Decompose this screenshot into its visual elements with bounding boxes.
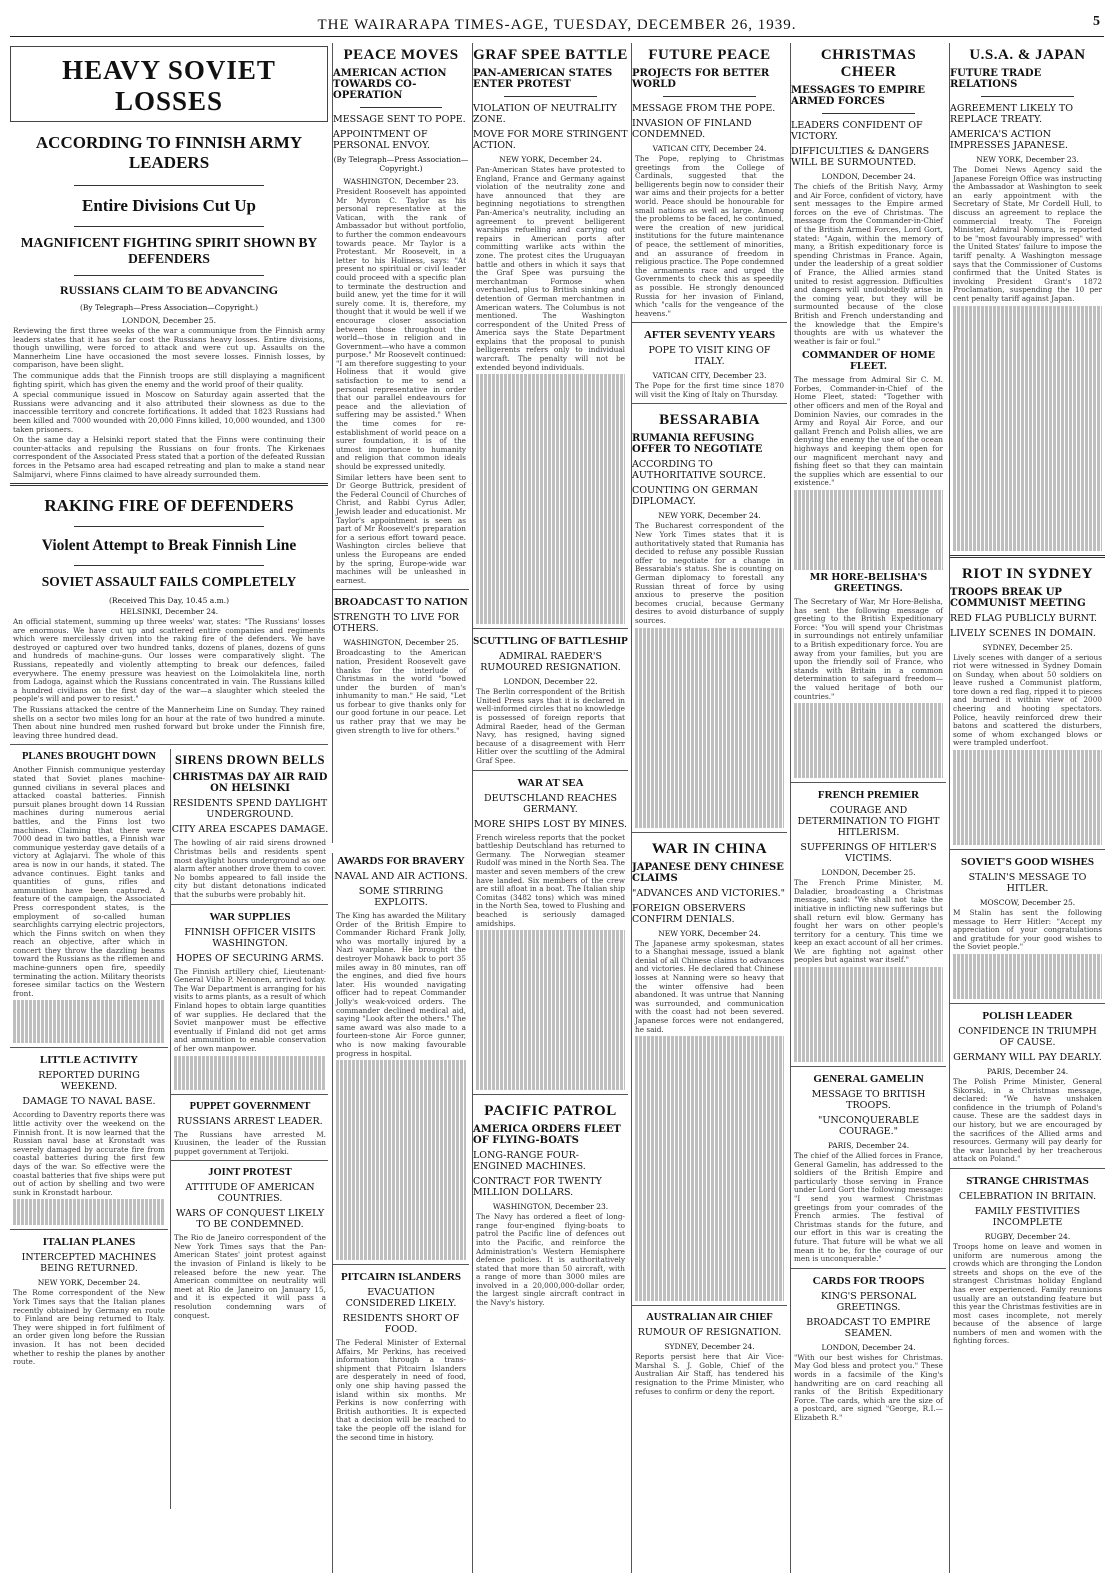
- subhead: PAN-AMERICAN STATES ENTER PROTEST: [473, 68, 613, 90]
- divider: [74, 226, 265, 227]
- article-paragraph: The French Prime Minister, M. Daladier, broadcasting a Christmas message, said: "We shall not take the initiative in inflicting new sufferings but shall return evil blow. Germany has fought her wars on other people's territory for a century. This time we keep an exact account of all her crimes. We are fighting not against other peoples but against war itself.": [794, 878, 943, 965]
- dateline: WASHINGTON, December 23.: [343, 177, 459, 186]
- subhead: AMERICAN ACTION TOWARDS CO-OPERATION: [333, 68, 447, 101]
- subhead: STALIN'S MESSAGE TO HITLER.: [968, 872, 1087, 895]
- headline-war-at-sea: WAR AT SEA: [517, 776, 584, 789]
- subhead: CELEBRATION IN BRITAIN.: [958, 1190, 1097, 1202]
- subhead: STRENGTH TO LIVE FOR OTHERS.: [333, 612, 460, 635]
- subhead: AMERICA ORDERS FLEET OF FLYING-BOATS: [473, 1124, 621, 1147]
- subhead: RESIDENTS SPEND DAYLIGHT UNDERGROUND.: [172, 798, 328, 821]
- dateline: LONDON, December 24.: [821, 172, 916, 181]
- subhead: LONG-RANGE FOUR-ENGINED MACHINES.: [473, 1150, 586, 1173]
- subhead: RED FLAG PUBLICLY BURNT.: [950, 612, 1098, 624]
- subhead: RUSSIANS ARREST LEADER.: [177, 1115, 323, 1127]
- dateline: SYDNEY, December 25.: [982, 642, 1073, 652]
- subhead: GERMANY WILL PAY DEARLY.: [953, 1052, 1102, 1063]
- subhead: TROOPS BREAK UP COMMUNIST MEETING: [950, 586, 1086, 609]
- dateline: LONDON, December 22.: [503, 677, 598, 687]
- headline-soviet-assault: SOVIET ASSAULT FAILS COMPLETELY: [41, 574, 297, 590]
- article-text-continued: [953, 750, 1102, 845]
- subcolumn-planes: [10, 749, 168, 1509]
- divider: [950, 849, 1105, 850]
- dateline: VATICAN CITY, December 24.: [652, 144, 767, 153]
- subhead: SOME STIRRING EXPLOITS.: [358, 886, 444, 908]
- subhead: LEADERS CONFIDENT OF VICTORY.: [791, 120, 923, 142]
- subhead: MESSAGES TO EMPIRE ARMED FORCES: [791, 85, 925, 107]
- subhead: APPOINTMENT OF PERSONAL ENVOY.: [333, 129, 431, 151]
- divider: [791, 1066, 946, 1067]
- divider: [74, 526, 265, 527]
- subhead: FAMILY FESTIVITIES INCOMPLETE: [974, 1205, 1081, 1228]
- dateline: WASHINGTON, December 23.: [492, 1202, 609, 1212]
- received-note: (Received This Day, 10.45 a.m.): [109, 596, 229, 606]
- article-paragraph: The King has awarded the Military Order of the British Empire to Commander Richard Frank Jolly, who was mortally injured by a Nazi warplane. He brought the destroyer Mohawk back to port 35 miles away in 80 minutes, ran off the engines, and died five hours later. His wounded navigating officer had to repeat Commander Jolly's weak-voiced orders. The commander declined medical aid, saying "Look after the others." The same award was also made to a fourteen-stone Air Force gunner, who is now making favourable progress in hospital.: [336, 911, 466, 1058]
- headline-joint-protest: JOINT PROTEST: [208, 1167, 292, 1179]
- subhead: CONTRACT FOR TWENTY MILLION DOLLARS.: [473, 1176, 602, 1199]
- divider: [10, 1229, 168, 1230]
- subhead: "ADVANCES AND VICTORIES.": [632, 887, 786, 899]
- article-paragraph: The communique adds that the Finnish troops are still displaying a magnificent fighting spirit, which has given the enemy and the world proof of their quality.: [13, 370, 325, 389]
- divider: [171, 904, 328, 905]
- headline-graf-spee-battle: GRAF SPEE BATTLE: [473, 47, 628, 63]
- headline-puppet-government: PUPPET GOVERNMENT: [189, 1100, 311, 1112]
- article-paragraph: The Bucharest correspondent of the New York Times states that it is authoritatively stated that Rumania has decided to refuse any possible Russian offer to negotiate for a change in Bessarabia's status. She is counting on German diplomacy to forestall any Russian threat of force by using anxious to preserve the position becomes crucial, because Germany desires to avoid disturbance of supply sources.: [635, 521, 784, 625]
- article-paragraph: The chiefs of the British Navy, Army and Air Force, confident of victory, have sent messages to the Empire armed forces on the eve of Christmas. The message from the Commander-in-Chief of the British Armed Forces, Lord Gort, stated: "Again, within the memory of many, a British expeditionary force is spending Christmas in France. Again, under the leadership of a great soldier of France, the Allied armies stand united to resist aggression. Difficulties and dangers will undoubtedly arise in the coming year, but they will be surmounted because of the close British and French understanding and the knowledge that the Empire's thoughts are with us whatever the weather is fair or foul.": [794, 182, 943, 346]
- dateline: NEW YORK, December 24.: [658, 928, 761, 938]
- byline: (By Telegraph—Press Association—Copyright.): [79, 303, 259, 312]
- byline: (By Telegraph—Press Association—Copyright.): [333, 155, 469, 173]
- divider: [171, 1160, 328, 1161]
- headline-usa-japan: U.S.A. & JAPAN: [969, 47, 1086, 63]
- article-text-continued: [635, 628, 784, 828]
- headline-entire-divisions: Entire Divisions Cut Up: [82, 196, 256, 215]
- headline-riot-in-sydney: RIOT IN SYDNEY: [962, 565, 1093, 582]
- dateline: LONDON, December 24.: [821, 1342, 916, 1352]
- article-paragraph: Another Finnish communique yesterday stated that Soviet planes machine-gunned civilians in several places and attacked coastal batteries. Finnish pursuit planes brought down 14 Russian machines during numerous aerial battles, and the Finns lost two machines. Claiming that there were 7000 dead in two battles, a Finnish war communique yesterday gave details of a victory at Aglajarvi. The whole of this area is now in our hands, it stated. The advance continues. Eight tanks and quantities of guns, rifles and ammunition have been captured. A feature of the campaign, the Associated Press correspondent states, is the employment of so-called human searchlights carrying electric projectors, which the Finns switch on when they reach an objective, after which in concert they throw the dazzling beams toward the Russians as the riflemen and machine-gunners open fire, speedily terminating the action. Military theorists foresee similar tactics on the Western front.: [13, 765, 165, 998]
- headline-awards-for-bravery: AWARDS FOR BRAVERY: [337, 855, 465, 867]
- dateline: LONDON, December 25.: [121, 316, 217, 325]
- column-future-peace: [631, 43, 787, 1573]
- dateline: RUGBY, December 24.: [984, 1231, 1071, 1241]
- article-paragraph: French wireless reports that the pocket battleship Deutschland has returned to Germany. The Norwegian steamer Rudolf was mined in the North Sea. The master and seven members of the crew have landed. Six members of the crew are still afloat in a boat. The Italian ship Comitas (3482 tons) which was mined in the North Sea, towed to Flushing and beached is seriously damaged amidships.: [476, 832, 625, 928]
- headline-sirens-drown-bells: SIRENS DROWN BELLS: [174, 753, 325, 768]
- divider: [822, 113, 915, 114]
- divider: [473, 1094, 628, 1095]
- article-paragraph: The howling of air raid sirens drowned Christmas bells and residents spent most daylight hours underground as one alarm after another drove them to cover. No bombs appeared to fall inside the city but distant detonations indicated that the suburbs were probably hit.: [174, 838, 326, 899]
- article-paragraph: According to Daventry reports there was little activity over the weekend on the Finnish front. It is now learned that the Russian naval base at Kronstadt was severely damaged by accurate fire from coastal batteries during the first few days of the war. So effective were the coastal batteries that five ships were put out of action by shelling and two were sunk in Kronstadt harbour.: [13, 1110, 165, 1197]
- article-paragraph: The Navy has ordered a fleet of long-range four-engined flying-boats to patrol the Pacific line of defences out into the Pacific, and reinforce the Administration's Western Hemisphere defence policies. It is authoritatively stated that more than 50 aircraft, with a range of more than 3000 miles are involved in a 20,000,000-dollar order, the largest single aircraft contract in the Navy's history.: [476, 1212, 625, 1308]
- subhead: FINNISH OFFICER VISITS WASHINGTON.: [184, 926, 316, 949]
- dateline: NEW YORK, December 24.: [37, 1278, 141, 1288]
- subhead: REPORTED DURING WEEKEND.: [38, 1070, 140, 1093]
- divider: [632, 403, 787, 404]
- subhead: DEUTSCHLAND REACHES GERMANY.: [483, 792, 618, 815]
- article-text-continued: [13, 1000, 165, 1043]
- divider: [74, 275, 265, 276]
- subhead: CHRISTMAS DAY AIR RAID ON HELSINKI: [172, 772, 328, 795]
- article-text-continued: [794, 490, 943, 570]
- subhead: "UNCONQUERABLE COURAGE.": [817, 1115, 920, 1138]
- column-peace-moves: [332, 43, 469, 843]
- article-text-continued: [174, 1056, 326, 1090]
- page-number: 5: [1093, 14, 1100, 29]
- article-paragraph: The Federal Minister of External Affairs, Mr Perkins, has received information through a trans-shipment that Pitcairn Islanders are desperately in need of food, only one ship having passed the island within six months. Mr Perkins is now conferring with British authorities. It is expected that a decision will be reached to take the people off the island for the second time in history.: [336, 1338, 466, 1442]
- banner-headline: HEAVY SOVIET LOSSES: [62, 55, 276, 116]
- subhead: RUMANIA REFUSING OFFER TO NEGOTIATE: [632, 433, 763, 456]
- article-paragraph: "With our best wishes for Christmas. May God bless and protect you." These words in a facsimile of the King's handwriting are on card reaching all ranks of the British Expeditionary Force. The cards, which are the size of a postcard, are signed "George, R.I.—Elizabeth R.": [794, 1352, 943, 1422]
- article-text-continued: [794, 967, 943, 1062]
- article-text-continued: [336, 1060, 466, 1260]
- divider: [632, 322, 787, 323]
- headline-christmas-cheer: CHRISTMAS CHEER: [820, 47, 917, 80]
- subhead: VIOLATION OF NEUTRALITY ZONE.: [473, 103, 617, 125]
- headline-general-gamelin: GENERAL GAMELIN: [813, 1073, 924, 1086]
- article-paragraph: Troops home on leave and women in uniform are numerous among the crowds which are thronging the London streets and shops on the eve of the strangest Christmas holiday England has ever experienced. Family reunions usually are an outstanding feature but this year the Christmas festivities are in most cases incomplete, not merely because of the absence of large numbers of men and women with the fighting forces.: [953, 1241, 1102, 1346]
- article-paragraph: The Pope for the first time since 1870 will visit the King of Italy on Thursday.: [635, 381, 784, 399]
- article-paragraph: Broadcasting to the American nation, President Roosevelt gave thanks for the interlude of Christmas in the world "bowed under the burden of man's inhumanity to man." He said, "Let us forbear to give thanks only for our good fortune in our peace. Let us rather pray that we may be given strength to live for others.": [336, 648, 466, 735]
- subhead: WARS OF CONQUEST LIKELY TO BE CONDEMNED.: [175, 1208, 325, 1231]
- article-paragraph: The Berlin correspondent of the British United Press says that it is declared in well-informed circles that no knowledge is possessed of foreign reports that Admiral Raeder, head of the German Navy, has resigned, having signed because of a disagreement with Herr Hitler over the scuttling of the Admiral Graf Spee.: [476, 687, 625, 765]
- subhead: HOPES OF SECURING ARMS.: [176, 952, 324, 964]
- subhead: ADMIRAL RAEDER'S RUMOURED RESIGNATION.: [480, 651, 621, 674]
- dateline: NEW YORK, December 24.: [499, 155, 602, 164]
- subhead: RUMOUR OF RESIGNATION.: [637, 1327, 782, 1339]
- headline-violent-attempt: Violent Attempt to Break Finnish Line: [41, 537, 297, 555]
- headline-future-peace: FUTURE PEACE: [648, 47, 771, 63]
- divider: [10, 483, 328, 486]
- subhead: EVACUATION CONSIDERED LIKELY.: [345, 1287, 457, 1310]
- divider: [632, 832, 787, 833]
- subhead: POPE TO VISIT KING OF ITALY.: [648, 345, 771, 368]
- subhead: PROJECTS FOR BETTER WORLD: [632, 68, 770, 90]
- article-paragraph: The Japanese army spokesman, states to a Shanghai message, issued a blank denial of all Chinese claims to advances and victories. He declared that Chinese losses at Nanning were so heavy that the winter offensive had been abandoned. It was untrue that Nanning was surrounded, and communication with the coast had not been severed. Japanese forces were not endangered, he said.: [635, 938, 784, 1034]
- dateline: NEW YORK, December 24.: [658, 511, 761, 521]
- article-paragraph: The Russians have arrested M. Kuusinen, the leader of the Russian puppet government at Terijoki.: [174, 1129, 326, 1156]
- headline-russians-claim: RUSSIANS CLAIM TO BE ADVANCING: [59, 283, 279, 297]
- divider: [333, 1264, 469, 1265]
- dateline: SYDNEY, December 24.: [664, 1342, 755, 1352]
- article-text-continued: [476, 374, 625, 624]
- headline-broadcast-to-nation: BROADCAST TO NATION: [334, 596, 468, 609]
- subhead: CONFIDENCE IN TRIUMPH OF CAUSE.: [958, 1026, 1097, 1048]
- article-paragraph: The Domei News Agency said the Japanese Foreign Office was instructing the Ambassador at Washington to seek an early appointment with the Secretary of State, Mr Cordell Hull, to discuss an agreement to replace the commercial treaty. The Foreign Minister, Admiral Nomura, is reported to be "most favourably impressed" with the United States' failure to impose the tariff penalty. A Washington message says that the Commissioner of Customs confirmed that the United States is invoking President Grant's 1872 Proclamation, suspending the 10 per cent penalty tariff against Japan.: [953, 165, 1102, 303]
- article-paragraph: Similar letters have been sent to Dr George Buttrick, president of the Federal Council of Churches of Christ, and Rabbi Cyrus Adler, Jewish leader and educationist. Mr Taylor's appointment is seen as part of Mr Roosevelt's preparation for a serious effort toward peace. Washington circles believe that unless the Europeans are ended by the spring, Europe-wide war machines will be unleashed in earnest.: [336, 472, 466, 585]
- article-paragraph: President Roosevelt has appointed Mr Myron C. Taylor as his personal representative at the Vatican, with the rank of Ambassador but without portfolio, to further the common endeavours towards peace. Mr Taylor is a Protestant. Mr Roosevelt, in a letter to his Holiness, says: "At present no spiritual or civil leader could proceed with a specific plan to terminate the destruction and build anew, yet the time for it will surely come. It is, therefore, my thought that it would be well if we encourage closer association between those throughout the world—those in religion and in Government—who have a common purpose." Mr Roosevelt continued: "I am therefore suggesting to your Holiness that it would give satisfaction to me to send a personal representative in order that our parallel endeavours for peace and the alleviation of suffering may be assisted." When the time comes for re-establishment of world peace on a surer foundation, it is of the utmost importance to humanity and religion that common ideals should be expressed unitedly.: [336, 187, 466, 471]
- subhead: AGREEMENT LIKELY TO REPLACE TREATY.: [950, 103, 1074, 125]
- dateline: HELSINKI, December 24.: [119, 607, 219, 617]
- subhead: CITY AREA ESCAPES DAMAGE.: [171, 824, 328, 836]
- article-paragraph: The chief of the Allied forces in France, General Gamelin, has addressed to the soldiers of the British Empire and particularly those serving in France under Lord Gort the following message: "I send you warmest Christmas greetings from your comrades of the French armies. The festival of Christmas stands for the future, and our effort in this war is creating the future. That future will be what we all mean it to be, for the courage of our men is unconquerable.": [794, 1151, 943, 1264]
- article-text-continued: [953, 954, 1102, 999]
- headline-after-seventy-years: AFTER SEVENTY YEARS: [643, 329, 776, 342]
- headline-scuttling: SCUTTLING OF BATTLESHIP: [473, 635, 628, 648]
- column-christmas-cheer: [790, 43, 946, 1573]
- divider: [632, 1305, 787, 1306]
- article-paragraph: Pan-American States have protested to England, France and Germany against violation of the neutrality zone and have announced that they are beginning negotiations to strengthen Pan-America's neutrality, including an agreement to prevent belligerent warships refuelling and carrying out repairs in American ports after committing warlike acts within the zone. The protest cites the Uruguayan battle and others in which it says that the Graf Spee was pursuing the merchantman Formose when overhauled, plus to British sinking and detention of German merchantmen in American waters. The Columbus is not mentioned. The Washington correspondent of the United Press of America says the State Department explains that the proposal to punish belligerents refers only to individual warcraft. The penalty will not be extended beyond individuals.: [476, 165, 625, 372]
- article-paragraph: The Finnish artillery chief, Lieutenant-General Vilho P. Nenonen, arrived today. The War Department is arranging for his visits to arms plants, as a result of which Finland hopes to obtain large quantities of war supplies. He declared that the Soviet manpower must be effective eventually if Finland did not get arms and ammunition to enable conservation of her own manpower.: [174, 966, 326, 1053]
- dateline: NEW YORK, December 23.: [976, 155, 1079, 164]
- divider: [74, 565, 265, 566]
- subhead: FUTURE TRADE RELATIONS: [950, 68, 1042, 90]
- headline-cards-for-troops: CARDS FOR TROOPS: [812, 1274, 925, 1287]
- subhead: DIFFICULTIES & DANGERS WILL BE SURMOUNTED.: [791, 146, 930, 168]
- column-heavy-soviet-losses: [10, 43, 328, 1573]
- article-text-continued: [953, 306, 1102, 551]
- subhead: INTERCEPTED MACHINES BEING RETURNED.: [21, 1252, 157, 1275]
- dateline: PARIS, December 24.: [827, 1141, 910, 1151]
- article-paragraph: Lively scenes with danger of a serious riot were witnessed in Sydney Domain on Sunday, when about 50 soldiers on leave rushed a Communist platform, tore down a red flag, ripped it to pieces and burned it within view of 2000 cheering and hooting spectators. Police, heavily reinforced drew their batons and scattered the disturbers, some of whom exchanged blows or were trampled underfoot.: [953, 652, 1102, 748]
- subhead: ACCORDING TO AUTHORITATIVE SOURCE.: [632, 459, 766, 482]
- dateline: VATICAN CITY, December 23.: [652, 371, 767, 381]
- dateline: LONDON, December 25.: [821, 868, 916, 878]
- subhead: MESSAGE TO BRITISH TROOPS.: [811, 1089, 926, 1112]
- headline-soviets-good-wishes: SOVIET'S GOOD WISHES: [960, 856, 1095, 869]
- article-paragraph: The Russians attacked the centre of the Mannerheim Line on Sunday. They rained shells on a sector two miles long for an hour at the rate of two hundred a minute. Then about nine hundred men rushed forward but broke under the Finnish fire, leaving three hundred dead.: [13, 705, 325, 740]
- headline-italian-planes: ITALIAN PLANES: [42, 1236, 136, 1249]
- divider: [74, 185, 265, 186]
- subhead: MR HORE-BELISHA'S GREETINGS.: [809, 572, 928, 594]
- headline-raking-fire: RAKING FIRE OF DEFENDERS: [44, 496, 294, 516]
- article-paragraph: Reviewing the first three weeks of the war a communique from the Finnish army leaders states that it has so far cost the Russians heavy losses. Entire divisions, though unwilling, were forced to attack and were cut up. Assaults on the Mannerheim Line have occasioned the most severe losses. Finnish losses, by comparison, have been slight.: [13, 326, 325, 370]
- article-paragraph: Reports persist here that Air Vice-Marshal S. J. Goble, Chief of the Australian Air Staff, has tendered his resignation to the Prime Minister, who refuses to confirm or deny the report.: [635, 1352, 784, 1396]
- subhead: NAVAL AND AIR ACTIONS.: [334, 871, 468, 882]
- headline-peace-moves: PEACE MOVES: [343, 47, 459, 63]
- article-paragraph: The message from Admiral Sir C. M. Forbes, Commander-in-Chief of the Home Fleet, stated: "Together with other officers and men of the Royal and Dominion Navies, our comrades in the Army and Royal Air Force, and our gallant French and Polish allies, we are denying the enemy the use of the ocean highways and keeping them open for our magnificent merchant navy and fishing fleet so that they can maintain the supplies which are essential to our existence.": [794, 375, 943, 488]
- masthead-title: THE WAIRARAPA TIMES-AGE, TUESDAY, DECEMBER 26, 1939.: [317, 16, 797, 33]
- headline-box: [10, 46, 328, 122]
- subhead: COMMANDER OF HOME FLEET.: [802, 350, 935, 373]
- subhead: MESSAGE SENT TO POPE.: [333, 114, 466, 125]
- divider: [10, 744, 328, 745]
- dateline: MOSCOW, December 25.: [979, 898, 1076, 908]
- headline-strange-christmas: STRANGE CHRISTMAS: [966, 1174, 1089, 1187]
- headline-little-activity: LITTLE ACTIVITY: [39, 1054, 139, 1067]
- masthead: [10, 14, 1104, 37]
- subhead: BROADCAST TO EMPIRE SEAMEN.: [806, 1316, 931, 1339]
- divider: [360, 107, 442, 108]
- headline-polish-leader: POLISH LEADER: [982, 1010, 1073, 1022]
- divider: [950, 555, 1105, 558]
- divider: [981, 96, 1074, 97]
- subhead: KING'S PERSONAL GREETINGS.: [820, 1290, 917, 1313]
- subhead: COUNTING ON GERMAN DIPLOMACY.: [632, 485, 759, 508]
- subhead: RESIDENTS SHORT OF FOOD.: [342, 1313, 460, 1336]
- headline-according: ACCORDING TO FINNISH ARMY LEADERS: [35, 133, 303, 172]
- article-text-continued: [635, 1036, 784, 1301]
- divider: [791, 782, 946, 783]
- divider: [473, 770, 628, 771]
- article-text-continued: [794, 703, 943, 778]
- subcolumn-sirens: [170, 749, 328, 1509]
- article-paragraph: On the same day a Helsinki report stated that the Finns were continuing their counter-attacks and repulsing the Russians on four fronts. The Kirkenaes correspondent of the Associated Press stated that a portion of the defeated Russian forces in the Petsamo area had escaped retreating and plan to make a stand near Salmijarvi, where Finns claimed to have already surrounded them.: [13, 435, 325, 479]
- lower-split: [10, 749, 328, 1509]
- article-text-continued: [13, 1199, 165, 1225]
- divider: [950, 1168, 1105, 1169]
- divider: [333, 589, 469, 590]
- headline-pitcairn-islanders: PITCAIRN ISLANDERS: [340, 1271, 462, 1284]
- subhead: MORE SHIPS LOST BY MINES.: [473, 818, 628, 830]
- headline-bessarabia: BESSARABIA: [659, 412, 760, 429]
- subhead: AMERICA'S ACTION IMPRESSES JAPANESE.: [950, 129, 1069, 151]
- subhead: DAMAGE TO NAVAL BASE.: [22, 1096, 156, 1108]
- subhead: FOREIGN OBSERVERS CONFIRM DENIALS.: [632, 902, 746, 925]
- article-paragraph: The Rome correspondent of the New York Times says that the Italian planes recently obtained by Germany en route to Finland are being returned to Italy. They were shipped in fort fulfilment of an order given long before the Russian invasion. It has not been decided whether to reship the planes by another route.: [13, 1288, 165, 1367]
- headline-australian-air-chief: AUSTRALIAN AIR CHIEF: [646, 1312, 773, 1324]
- subhead: MOVE FOR MORE STRINGENT ACTION.: [473, 129, 628, 151]
- column-awards: [332, 853, 469, 1573]
- column-usa-japan: [949, 43, 1105, 1573]
- divider: [473, 628, 628, 629]
- headline-war-in-china: WAR IN CHINA: [651, 840, 768, 857]
- dateline: PARIS, December 24.: [986, 1067, 1069, 1076]
- divider: [950, 1003, 1105, 1004]
- subhead: ATTITUDE OF AMERICAN COUNTRIES.: [185, 1182, 315, 1205]
- subhead: LIVELY SCENES IN DOMAIN.: [950, 627, 1096, 639]
- headline-planes-brought-down: PLANES BROUGHT DOWN: [22, 751, 156, 763]
- subhead: COURAGE AND DETERMINATION TO FIGHT HITLERISM.: [797, 805, 940, 839]
- article-paragraph: The Secretary of War, Mr Hore-Belisha, has sent the following message of greeting to the British Expeditionary Force: "You will spend your Christmas in surroundings not entirely unfamiliar to a British expeditionary force. You are away from your families, but you are upon the friendly soil of France, who stands with Britain in a common determination to safeguard freedom—the valued heritage of both our countries.": [794, 597, 943, 701]
- subhead: INVASION OF FINLAND CONDEMNED.: [632, 118, 752, 140]
- article-text-continued: [476, 930, 625, 1090]
- article-paragraph: The Rio de Janeiro correspondent of the New York Times says that the Pan-American States' joint protest against the invasion of Finland is likely to be released before the new year. The American committee on neutrality will meet at Rio de Janeiro on January 15, and it is expected it will pass a resolution condemning wars of conquest.: [174, 1233, 326, 1320]
- subhead: JAPANESE DENY CHINESE CLAIMS: [632, 861, 784, 884]
- subhead: SUFFERINGS OF HITLER'S VICTIMS.: [800, 842, 937, 865]
- headline-magnificent: MAGNIFICENT FIGHTING SPIRIT SHOWN BY DEFENDERS: [20, 235, 318, 266]
- article-paragraph: The Polish Prime Minister, General Sikorski, in a Christmas message, declared: "We have unshaken confidence in the triumph of Poland's cause. These are the saddest days in our history, but we are encouraged by the sacrifices of the Allied arms and resources. Germany will pay dearly for the war launched by her treacherous attack on Poland.": [953, 1077, 1102, 1164]
- dateline: WASHINGTON, December 25.: [343, 638, 459, 648]
- columns: [10, 43, 1104, 1573]
- divider: [663, 96, 756, 97]
- headline-pacific-patrol: PACIFIC PATROL: [484, 1103, 617, 1120]
- article-paragraph: M Stalin has sent the following message to Herr Hitler: "Accept my appreciation of your congratulations and gratitude for your good wishes to the Soviet people.": [953, 908, 1102, 952]
- article-paragraph: An official statement, summing up three weeks' war, states: "The Russians' losses are enormous. We have cut up and scattered entire companies and regiments which were mercilessly driven into the raking fire of the defenders. We have destroyed or captured over two hundred tanks, dozens of planes, dozens of guns and hundreds of machine-guns. Our losses were comparatively slight. The Russians, repeatedly and violently attempting to break our defences, failed everywhere. The enemy pressure was heaviest on the Loimolakitela line, north from Ladoga, against which the Russians concentrated in vain. The Russians killed a hundred civilians on the first day of the war—a slaughter which steeled the people's will and power to resist.": [13, 617, 325, 704]
- article-paragraph: A special communique issued in Moscow on Saturday again asserted that the Russians were advancing and it also attributed their slowness as due to the inaccessible territory and concrete fortifications. It added that 1823 Russians had been killed and 7000 wounded with 20,000 Finns killed, 10,000 wounded, and 1300 taken prisoners.: [13, 390, 325, 434]
- headline-war-supplies: WAR SUPPLIES: [209, 910, 291, 923]
- subhead: MESSAGE FROM THE POPE.: [632, 103, 776, 114]
- article-paragraph: The Pope, replying to Christmas greetings from the College of Cardinals, suggested that the belligerents begin now to consider their war aims and their projects for a better world. Peace should be honourable for small nations as well as large. Among the problems to be faced, he continued, were the creation of new juridical institutions for the future maintenance of peace, the settlement of minorities, and an assurance of freedom in religious practice. The Pope condemned the armaments race and urged the Governments to check this as speedily as possible. He strongly denounced Russia for her invasion of Finland, which "calls for the vengeance of the heavens.": [635, 154, 784, 318]
- headline-french-premier: FRENCH PREMIER: [817, 789, 920, 802]
- divider: [10, 1047, 168, 1048]
- column-graf-spee: [472, 43, 628, 1573]
- divider: [504, 96, 597, 97]
- divider: [171, 1094, 328, 1095]
- divider: [791, 1268, 946, 1269]
